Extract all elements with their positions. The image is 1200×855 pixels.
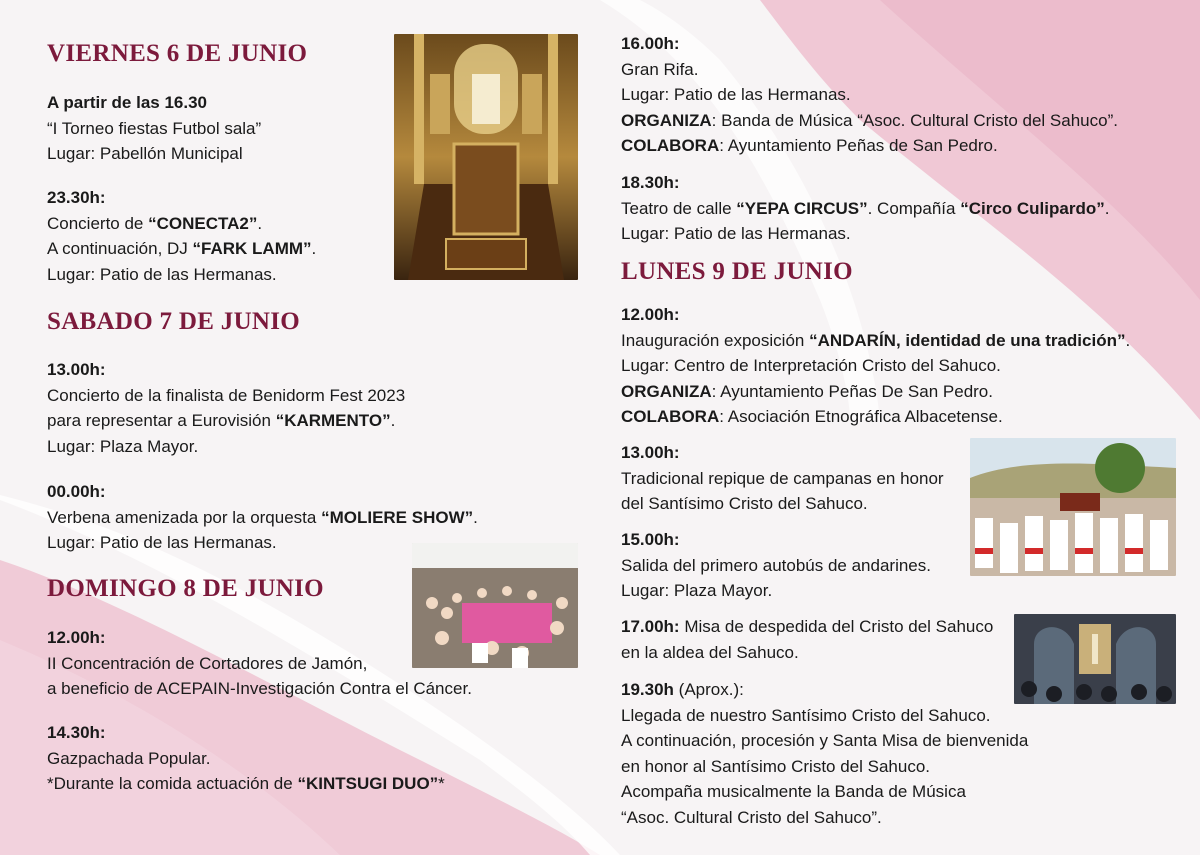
event-location: Lugar: Pabellón Municipal [47, 144, 243, 163]
event-line: 17.00h: Misa de despedida del Cristo del Sahuco [621, 617, 994, 636]
event-time: 15.00h: [621, 530, 680, 549]
event-viernes-2 [47, 185, 316, 287]
event-domingo-1 [47, 625, 472, 702]
event-lunes-4 [621, 614, 993, 665]
event-line: Salida del primero autobús de andarines. [621, 555, 931, 575]
event-colabora: COLABORA: Ayuntamiento Peñas de San Pedro. [621, 136, 998, 155]
event-line: para representar a Eurovisión “KARMENTO”. [47, 411, 396, 430]
event-line: Teatro de calle “YEPA CIRCUS”. Compañía “Circo Culipardo”. [621, 198, 1110, 218]
event-time: 13.00h: [621, 443, 680, 462]
event-location: Lugar: Plaza Mayor. [621, 581, 773, 600]
event-line: en honor al Santísimo Cristo del Sahuco. [621, 756, 931, 776]
event-time: 23.30h: [47, 188, 106, 207]
event-domingo-3 [621, 31, 1118, 159]
event-location: Lugar: Patio de las Hermanas. [47, 264, 277, 284]
altar-photo [394, 34, 578, 280]
event-lunes-1 [621, 302, 1130, 430]
event-line: *Durante la comida actuación de “KINTSUGI DUO”* [47, 774, 445, 793]
event-time: 12.00h: [621, 305, 680, 324]
event-line: Verbena amenizada por la orquesta “MOLIERE SHOW”. [47, 507, 478, 527]
event-organiza: ORGANIZA: Ayuntamiento Peñas De San Pedro. [621, 381, 993, 401]
event-lunes-3 [621, 527, 931, 604]
event-sabado-1 [47, 357, 405, 459]
day-title-lunes: LUNES 9 DE JUNIO [621, 258, 853, 285]
church-interior-photo [1014, 614, 1176, 704]
event-time: 13.00h: [47, 360, 106, 379]
event-time: 18.30h: [621, 173, 680, 192]
event-line: Tradicional repique de campanas en honor [621, 468, 944, 488]
day-title-sabado: SABADO 7 DE JUNIO [47, 308, 301, 335]
event-location: Lugar: Patio de las Hermanas. [621, 85, 851, 104]
event-organiza: ORGANIZA: Banda de Música “Asoc. Cultural Cristo del Sahuco”. [621, 110, 1118, 130]
event-line: Gran Rifa. [621, 59, 699, 79]
event-location: Lugar: Patio de las Hermanas. [47, 533, 277, 552]
event-location: Lugar: Patio de las Hermanas. [621, 224, 851, 243]
event-line: Llegada de nuestro Santísimo Cristo del Sahuco. [621, 705, 991, 725]
event-time: A partir de las 16.30 [47, 93, 208, 112]
event-line: Gazpachada Popular. [47, 748, 211, 768]
event-domingo-2 [47, 720, 445, 797]
event-line: Inauguración exposición “ANDARÍN, identidad de una tradición”. [621, 330, 1131, 350]
event-location: Lugar: Plaza Mayor. [47, 436, 199, 456]
event-time: 14.30h: [47, 723, 106, 742]
event-time: 12.00h: [47, 628, 106, 647]
event-time: 00.00h: [47, 482, 106, 501]
event-line: Acompaña musicalmente la Banda de Música [621, 782, 966, 801]
event-line: A continuación, DJ “FARK LAMM”. [47, 239, 317, 258]
event-line: en la aldea del Sahuco. [621, 642, 799, 662]
event-lunes-2 [621, 440, 944, 517]
procession-photo [970, 438, 1176, 576]
day-title-viernes: VIERNES 6 DE JUNIO [47, 40, 308, 67]
event-domingo-4 [621, 170, 1109, 247]
event-line: a beneficio de ACEPAIN-Investigación Contra el Cáncer. [47, 679, 472, 698]
event-line: “I Torneo fiestas Futbol sala” [47, 118, 262, 138]
tent-crowd-photo [412, 543, 578, 668]
event-colabora: COLABORA: Asociación Etnográfica Albacetense. [621, 407, 1003, 426]
event-line: II Concentración de Cortadores de Jamón, [47, 653, 368, 673]
event-time: 19.30h (Aprox.): [621, 680, 744, 699]
event-line: “Asoc. Cultural Cristo del Sahuco”. [621, 807, 882, 827]
event-line: Concierto de “CONECTA2”. [47, 213, 263, 233]
event-location: Lugar: Centro de Interpretación Cristo del Sahuco. [621, 356, 1001, 375]
event-viernes-1 [47, 90, 261, 167]
event-time: 16.00h: [621, 34, 680, 53]
event-line: Concierto de la finalista de Benidorm Fest 2023 [47, 385, 406, 405]
event-line: A continuación, procesión y Santa Misa de bienvenida [621, 731, 1029, 750]
event-line: del Santísimo Cristo del Sahuco. [621, 494, 868, 513]
event-lunes-5 [621, 677, 1028, 830]
day-title-domingo: DOMINGO 8 DE JUNIO [47, 575, 324, 602]
